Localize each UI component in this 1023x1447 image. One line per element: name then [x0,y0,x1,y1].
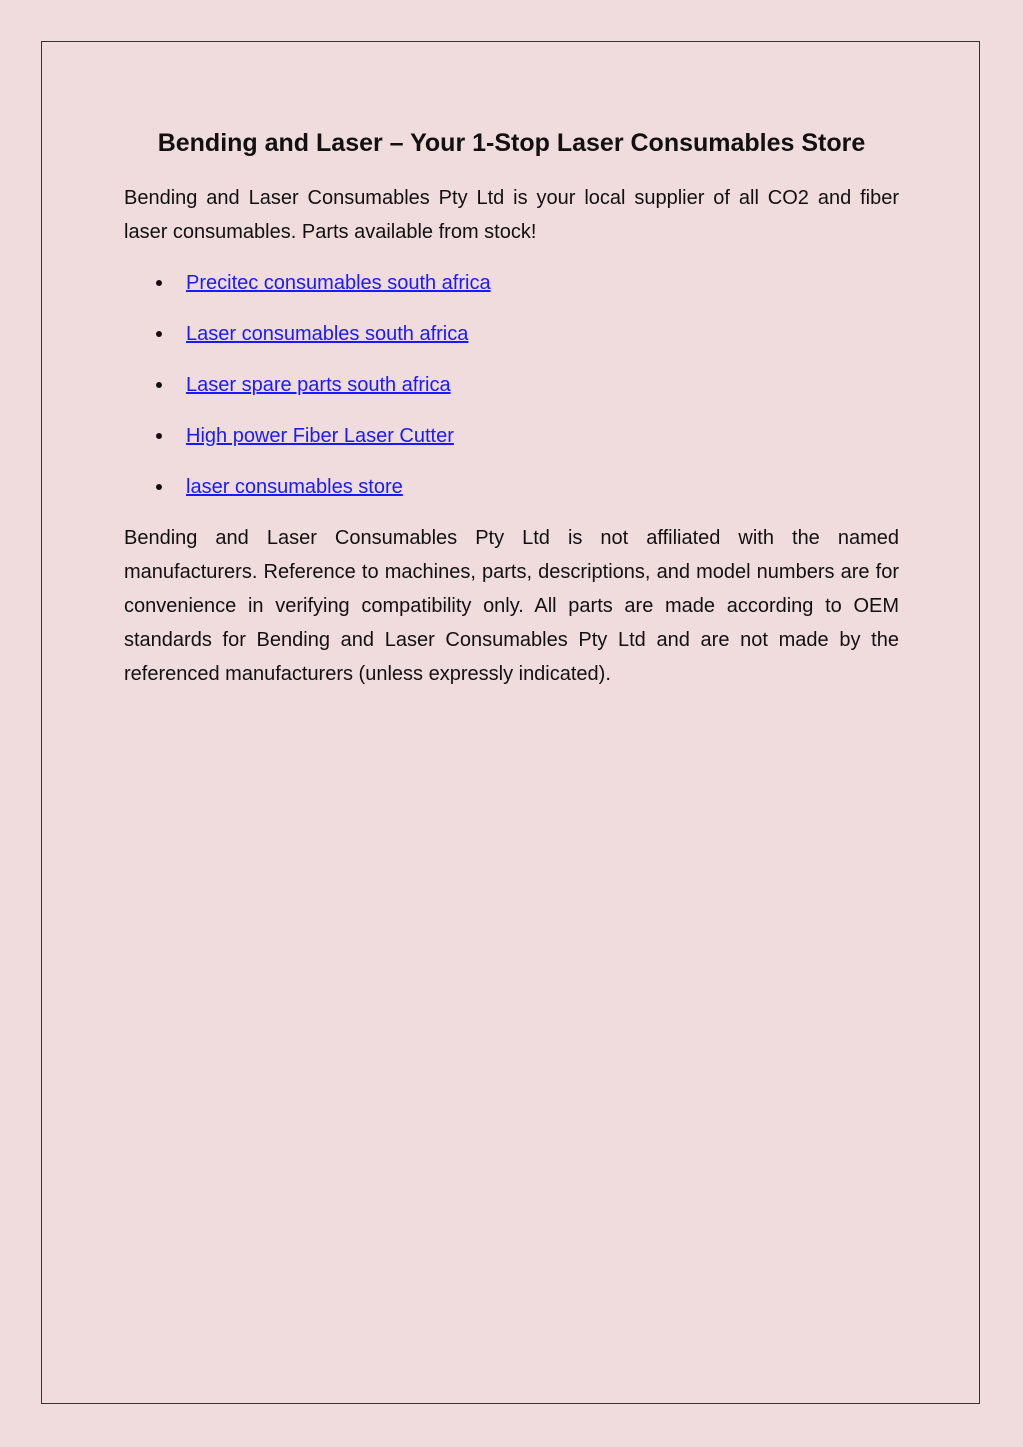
list-item [124,470,899,504]
link-precitec-consumables[interactable]: Precitec consumables south africa [186,272,491,294]
bullet-icon [156,382,162,388]
bullet-icon [156,331,162,337]
link-laser-consumables[interactable]: Laser consumables south africa [186,323,469,345]
list-item [124,419,899,453]
link-fiber-laser-cutter[interactable]: High power Fiber Laser Cutter [186,425,454,447]
page-title: Bending and Laser – Your 1-Stop Laser Consumables Store [157,129,866,157]
bullet-icon [156,484,162,490]
document-content [124,122,899,691]
list-item [124,368,899,402]
list-item [124,317,899,351]
list-item [124,266,899,300]
bullet-icon [156,433,162,439]
bullet-icon [156,280,162,286]
link-laser-spare-parts[interactable]: Laser spare parts south africa [186,374,451,396]
disclaimer-paragraph: Bending and Laser Consumables Pty Ltd is not affiliated with the named manufacturers. Reference to machines, parts, descriptions, and model numbers are for convenience in verifying compatibility only. All parts are made according to OEM standards for Bending and Laser Consumables Pty Ltd and are not made by the referenced manufacturers (unless expressly indicated). [124,527,899,685]
link-laser-consumables-store[interactable]: laser consumables store [186,476,403,498]
intro-paragraph: Bending and Laser Consumables Pty Ltd is your local supplier of all CO2 and fiber laser consumables. Parts available from stock! [124,187,899,243]
link-list [124,266,899,504]
